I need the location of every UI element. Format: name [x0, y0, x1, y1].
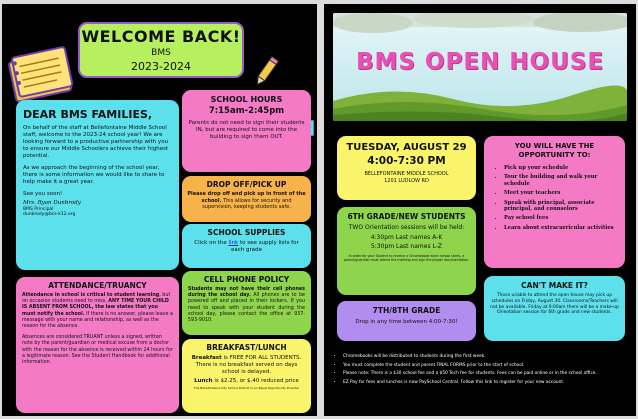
- dropoff-text-bold: Please drop off and pick up in front of the school.: [187, 191, 306, 204]
- sixth-line-2: 4:30pm Last names A-K: [370, 234, 443, 241]
- banner: [333, 13, 627, 121]
- phone-text: All phones are to be powered off and placed in their lockers. If you need to speak with your student during the school day, please contact the office at 937-593-9010.: [188, 293, 305, 324]
- breakfast-text: is FREE FOR ALL STUDENTS. There is no breakfast served on days school is delayed.: [195, 355, 302, 375]
- hours-heading: SCHOOL HOURS: [210, 95, 283, 104]
- letter-email[interactable]: dunbrody@bcs-k12.org: [23, 212, 76, 217]
- letter-para-1: On behalf of the staff at Bellefontaine Middle School staff, welcome to the 2023-24 school year! We are looking forward to a productive partnership with you to ensure our Middle Schoolers achieve their highest potential.: [23, 125, 169, 159]
- dropoff-card: [182, 176, 311, 222]
- phone-heading: CELL PHONE POLICY: [203, 275, 290, 284]
- event-time: 4:00-7:30 PM: [367, 155, 446, 167]
- notebook-illustration: [6, 46, 78, 106]
- dropoff-body: [187, 191, 306, 211]
- dropoff-text: This allows for security and supervision, keeping students safe.: [202, 197, 292, 210]
- supplies-text-before: Click on the: [194, 240, 227, 246]
- attendance-text-1: , but on occasion students need to miss.: [22, 293, 171, 305]
- sixth-line-3: 5:30pm Last names L-Z: [370, 243, 442, 250]
- hours-text: Parents do not need to sign their students IN, but are required to come into the building to sign them OUT.: [188, 120, 305, 140]
- supplies-text-after: to see supply lists for each grade: [230, 240, 299, 253]
- supplies-heading: SCHOOL SUPPLIES: [207, 228, 286, 237]
- opportunity-item: • Speak with principal, associate principal, and counselors: [504, 200, 617, 213]
- letter-role: BMS Principal: [23, 207, 54, 212]
- welcome-card: [78, 22, 244, 78]
- breakfast-heading: BREAKFAST/LUNCH: [206, 343, 287, 352]
- supplies-card: [182, 224, 311, 268]
- breakfast-card: [182, 339, 311, 413]
- event-school: BELLEFONTAINE MIDDLE SCHOOL: [364, 171, 449, 177]
- sixth-grade-card: [337, 207, 476, 295]
- opportunity-item: • Pay school fees: [504, 215, 617, 221]
- opportunity-list: [492, 165, 617, 231]
- sixth-line-1: TWO Orientation sessions will be held:: [348, 224, 465, 231]
- equal-opportunity-note: The Bellefontaine City School District is an Equal Opportunity Provider: [193, 386, 300, 390]
- footer-note[interactable]: • EZ Pay for fees and lunches is now PaySchool Central. Follow this link to register for your new account.: [343, 380, 627, 386]
- opportunity-item: • Tour the building and walk your schedule: [504, 174, 617, 187]
- event-address: 1201 LUDLOW RD: [384, 178, 429, 184]
- attendance-para-1: [22, 293, 173, 330]
- supplies-body: [187, 240, 306, 254]
- cant-make-it-card: [484, 276, 625, 341]
- phone-body: [188, 287, 305, 324]
- hours-time: 7:15am-2:45pm: [208, 106, 285, 116]
- letter-para-2: As we approach the beginning of the school year, there is some information we would like to share to help make it a great year.: [23, 165, 165, 185]
- seventh-heading: 7TH/8TH GRADE: [372, 306, 441, 315]
- opportunity-item: • Learn about extracurricular activities: [504, 225, 617, 231]
- breakfast-body: [188, 355, 305, 376]
- opportunity-item: • Pick up your schedule: [504, 165, 617, 171]
- seventh-text: Drop in any time between 4:00-7:30!: [355, 319, 458, 325]
- attendance-bold-2: ANY TIME YOUR CHILD IS ABSENT FROM SCHOOL, the law states that you must notify the school.: [22, 299, 169, 317]
- lunch-label: Lunch: [194, 378, 213, 384]
- lunch-body: [188, 378, 305, 385]
- school-hours-card: [182, 90, 311, 172]
- breakfast-label: Breakfast: [191, 355, 222, 361]
- letter-card: [16, 100, 179, 270]
- opportunity-card: [484, 136, 625, 268]
- event-card: [337, 136, 476, 200]
- footer-note: • Please note: There is a $30 school fee and a $50 Tech fee for students. Fees can be paid online or in the school office.: [343, 371, 627, 377]
- welcome-school: BMS: [151, 48, 171, 58]
- opportunity-item: • Meet your teachers: [504, 190, 617, 196]
- dropoff-heading: DROP OFF/PICK UP: [206, 180, 287, 189]
- cell-phone-card: [182, 271, 311, 335]
- sixth-heading: 6TH GRADE/NEW STUDENTS: [347, 212, 466, 221]
- supplies-link[interactable]: link: [228, 240, 239, 246]
- letter-closing: See you soon!: [23, 191, 63, 197]
- welcome-title: WELCOME BACK!: [81, 27, 241, 46]
- cant-heading: CAN'T MAKE IT?: [521, 281, 588, 290]
- footer-note: • Chromebooks will be distributed to students during the first week.: [343, 354, 627, 360]
- attendance-para-2: Absences are considered TRUANT unless a signed, written note by the parent/guardian or medical excuse from a doctor with the reason for the absence is received within 24 hours for a legitimate reason. See the Student Handbook for additional information.: [22, 335, 173, 366]
- banner-title: BMS OPEN HOUSE: [355, 49, 605, 75]
- phone-text-bold: Students may not have their cell phones during the school day.: [188, 287, 305, 299]
- pencil-illustration: [253, 56, 279, 88]
- open-house-flyer-page: [324, 4, 636, 416]
- opportunity-heading: YOU WILL HAVE THE OPPORTUNITY TO:: [514, 142, 595, 159]
- attendance-heading: ATTENDANCE/TRUANCY: [48, 281, 147, 290]
- attendance-bold-1: Attendance in school is critical to student learning: [22, 293, 160, 298]
- seventh-eighth-card: [337, 301, 476, 341]
- welcome-year: 2023-2024: [131, 60, 191, 73]
- sixth-note: In order for your Student to receive a Chromebook when school starts, a parent/guardian must attend the meeting and sign the proper documentation.: [343, 254, 470, 263]
- attendance-text-2: If there is no answer, please leave a message with your name and relationship, as well as the reason for the absence.: [22, 311, 173, 330]
- footer-note: • You must complete the student and parent FINAL FORMS prior to the start of school.: [343, 363, 627, 369]
- welcome-flyer-page: [2, 4, 317, 416]
- letter-signature: Mrs. Ryan Dunbrody: [23, 200, 81, 206]
- letter-heading: DEAR BMS FAMILIES,: [23, 108, 153, 121]
- footer-notes: [335, 354, 627, 388]
- attendance-card: [16, 277, 179, 413]
- event-date: TUESDAY, AUGUST 29: [346, 142, 467, 153]
- cant-text: Those unable to attend the open house may pick up schedules on Friday, August 30. Classrooms/Teachers will not be available. Friday at 9:00am there will be a make-up Orientation session for 6th grade and new students.: [490, 293, 619, 316]
- lunch-text: is $2.25, or $.40 reduced price: [214, 378, 299, 384]
